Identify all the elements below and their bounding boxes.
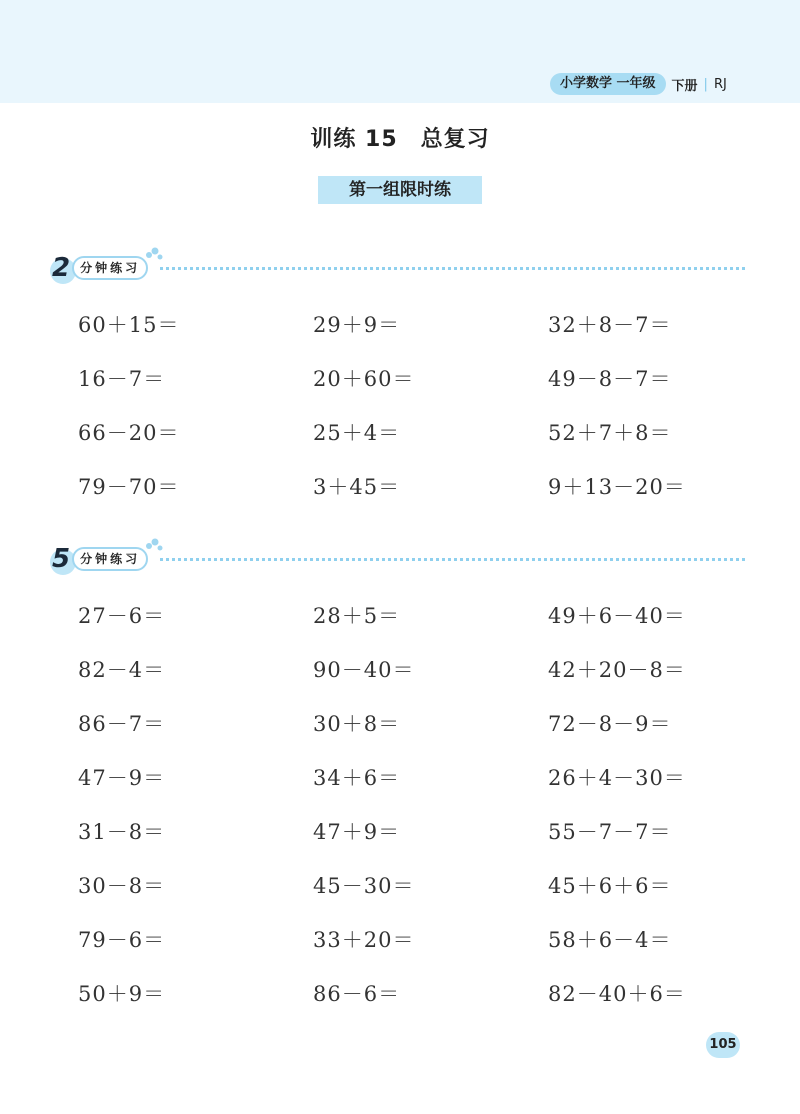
arithmetic-problem: 25＋4＝: [313, 421, 401, 445]
arithmetic-problem: 50＋9＝: [78, 982, 166, 1006]
timer-badge: [52, 254, 148, 282]
subject-grade-label: 小学数学 一年级: [550, 73, 666, 95]
arithmetic-problem: 26＋4－30＝: [548, 766, 686, 790]
arithmetic-problem: 33＋20＝: [313, 928, 415, 952]
arithmetic-problem: 30＋8＝: [313, 712, 401, 736]
arithmetic-problem: 42＋20－8＝: [548, 658, 686, 682]
arithmetic-problem: 32＋8－7＝: [548, 313, 672, 337]
arithmetic-problem: 58＋6－4＝: [548, 928, 672, 952]
arithmetic-problem: 31－8＝: [78, 820, 166, 844]
header-separator: |: [703, 76, 708, 92]
page-title: 训练 15 总复习: [310, 127, 490, 152]
section-subtitle: 第一组限时练: [318, 176, 482, 204]
arithmetic-problem: 29＋9＝: [313, 313, 401, 337]
page-number: 105: [706, 1032, 740, 1058]
timer-badge: [52, 545, 148, 573]
arithmetic-problem: 52＋7＋8＝: [548, 421, 672, 445]
dotted-divider: [160, 558, 745, 561]
arithmetic-problem: 47＋9＝: [313, 820, 401, 844]
splash-icon: [144, 537, 164, 553]
badge-number: 5: [52, 544, 71, 574]
arithmetic-problem: 55－7－7＝: [548, 820, 672, 844]
arithmetic-problem: 86－6＝: [313, 982, 401, 1006]
arithmetic-problem: 45＋6＋6＝: [548, 874, 672, 898]
arithmetic-problem: 20＋60＝: [313, 367, 415, 391]
arithmetic-problem: 86－7＝: [78, 712, 166, 736]
arithmetic-problem: 82－40＋6＝: [548, 982, 686, 1006]
arithmetic-problem: 79－70＝: [78, 475, 180, 499]
arithmetic-problem: 60＋15＝: [78, 313, 180, 337]
arithmetic-problem: 3＋45＝: [313, 475, 401, 499]
arithmetic-problem: 28＋5＝: [313, 604, 401, 628]
section-header-5min: [52, 543, 752, 577]
arithmetic-problem: 45－30＝: [313, 874, 415, 898]
arithmetic-problem: 66－20＝: [78, 421, 180, 445]
arithmetic-problem: 49＋6－40＝: [548, 604, 686, 628]
arithmetic-problem: 49－8－7＝: [548, 367, 672, 391]
arithmetic-problem: 90－40＝: [313, 658, 415, 682]
badge-label: 分钟练习: [72, 547, 148, 571]
volume-label: 下册: [671, 78, 698, 94]
edition-label: RJ: [713, 76, 727, 92]
arithmetic-problem: 72－8－9＝: [548, 712, 672, 736]
arithmetic-problem: 16－7＝: [78, 367, 166, 391]
arithmetic-problem: 34＋6＝: [313, 766, 401, 790]
badge-label: 分钟练习: [72, 256, 148, 280]
badge-number: 2: [52, 253, 71, 283]
arithmetic-problem: 27－6＝: [78, 604, 166, 628]
dotted-divider: [160, 267, 745, 270]
arithmetic-problem: 79－6＝: [78, 928, 166, 952]
arithmetic-problem: 9＋13－20＝: [548, 475, 686, 499]
splash-icon: [144, 246, 164, 262]
book-header: [550, 73, 727, 95]
section-header-2min: [52, 252, 752, 286]
arithmetic-problem: 47－9＝: [78, 766, 166, 790]
arithmetic-problem: 30－8＝: [78, 874, 166, 898]
arithmetic-problem: 82－4＝: [78, 658, 166, 682]
